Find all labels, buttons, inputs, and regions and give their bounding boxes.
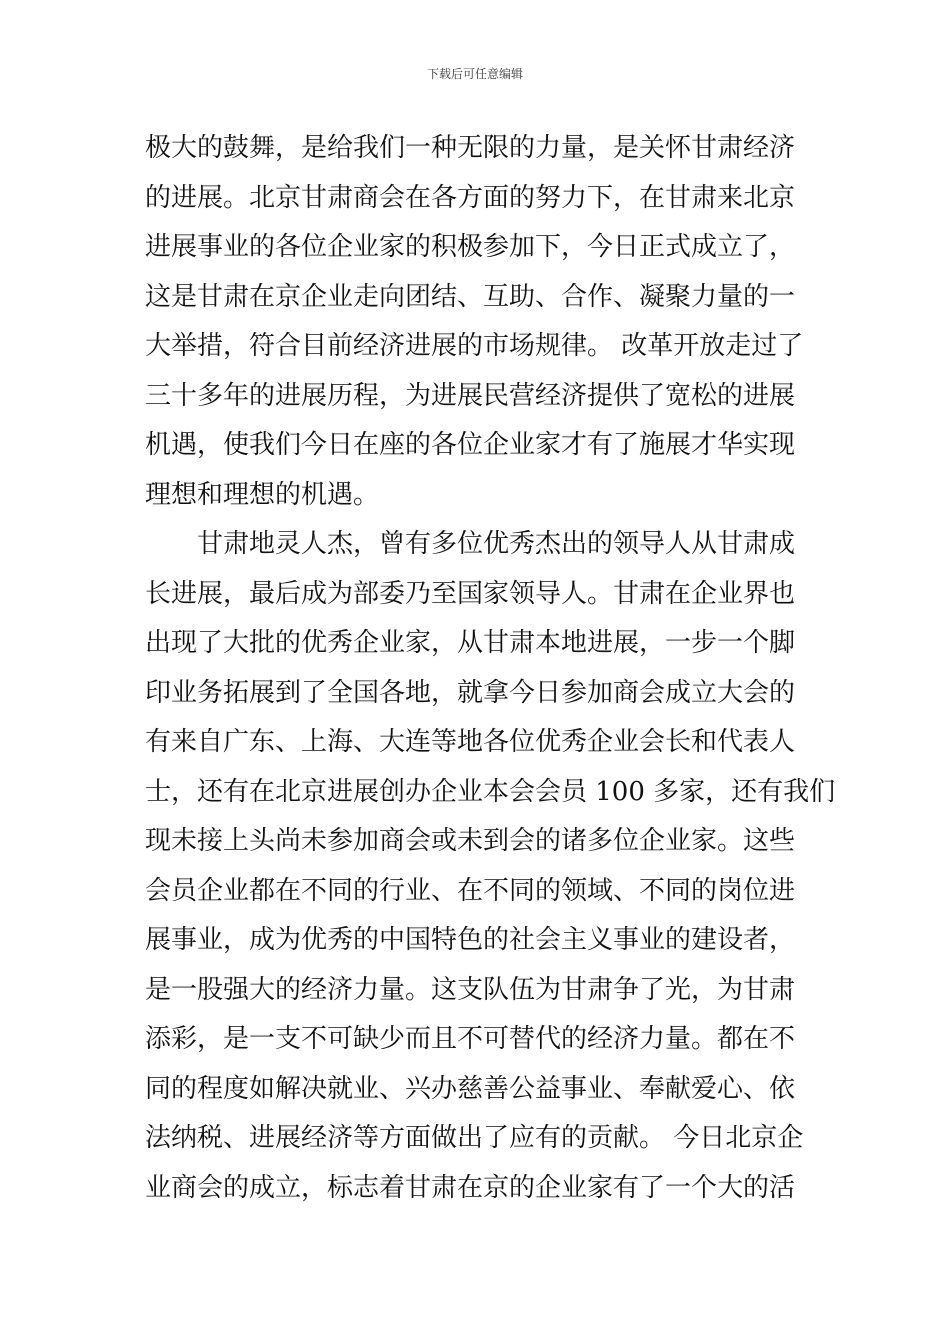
document-body bbox=[145, 124, 836, 1213]
text-line: 三十多年的进展历程，为进展民营经济提供了宽松的进展 bbox=[145, 380, 796, 411]
text-line: 进展事业的各位企业家的积极参加下，今日正式成立了， bbox=[145, 232, 796, 262]
text-line: 甘肃地灵人杰，曾有多位优秀杰出的领导人从甘肃成 bbox=[197, 529, 796, 559]
text-line: 长进展，最后成为部委乃至国家领导人。甘肃在企业界也 bbox=[145, 578, 796, 609]
text-line: 印业务拓展到了全国各地，就拿今日参加商会成立大会的 bbox=[145, 677, 796, 708]
text-line: 会员企业都在不同的行业、在不同的领域、不同的岗位进 bbox=[145, 875, 796, 906]
text-line: 机遇，使我们今日在座的各位企业家才有了施展才华实现 bbox=[145, 430, 796, 460]
text-line: 现未接上头尚未参加商会或未到会的诸多位企业家。这些 bbox=[145, 826, 796, 856]
text-line: 是一股强大的经济力量。这支队伍为甘肃争了光，为甘肃 bbox=[145, 974, 796, 1005]
text-line: 理想和理想的机遇。 bbox=[145, 479, 380, 510]
text-line: 这是甘肃在京企业走向团结、互助、合作、凝聚力量的一 bbox=[145, 281, 796, 312]
text-line: 展事业，成为优秀的中国特色的社会主义事业的建设者， bbox=[145, 925, 796, 955]
paragraph-2 bbox=[145, 520, 836, 1213]
text-line: 出现了大批的优秀企业家，从甘肃本地进展，一步一个脚 bbox=[145, 628, 796, 658]
paragraph-1 bbox=[145, 124, 810, 520]
text-line: 有来自广东、上海、大连等地各位优秀企业会长和代表人 bbox=[145, 727, 796, 757]
text-line: 添彩，是一支不可缺少而且不可替代的经济力量。都在不 bbox=[145, 1024, 796, 1054]
text-line: 的进展。北京甘肃商会在各方面的努力下，在甘肃来北京 bbox=[145, 182, 796, 213]
text-line: 大举措，符合目前经济进展的市场规律。 改革开放走过了 bbox=[145, 331, 804, 361]
text-line: 士，还有在北京进展创办企业本会会员 100 多家，还有我们 bbox=[145, 776, 836, 807]
text-line: 法纳税、进展经济等方面做出了应有的贡献。 今日北京企 bbox=[145, 1123, 804, 1153]
text-line: 同的程度如解决就业、兴办慈善公益事业、奉献爱心、依 bbox=[145, 1073, 796, 1104]
page-header: 下载后可任意编辑 bbox=[426, 67, 523, 81]
text-line: 业商会的成立，标志着甘肃在京的企业家有了一个大的活 bbox=[145, 1172, 796, 1203]
text-line: 极大的鼓舞，是给我们一种无限的力量，是关怀甘肃经济 bbox=[145, 133, 796, 163]
